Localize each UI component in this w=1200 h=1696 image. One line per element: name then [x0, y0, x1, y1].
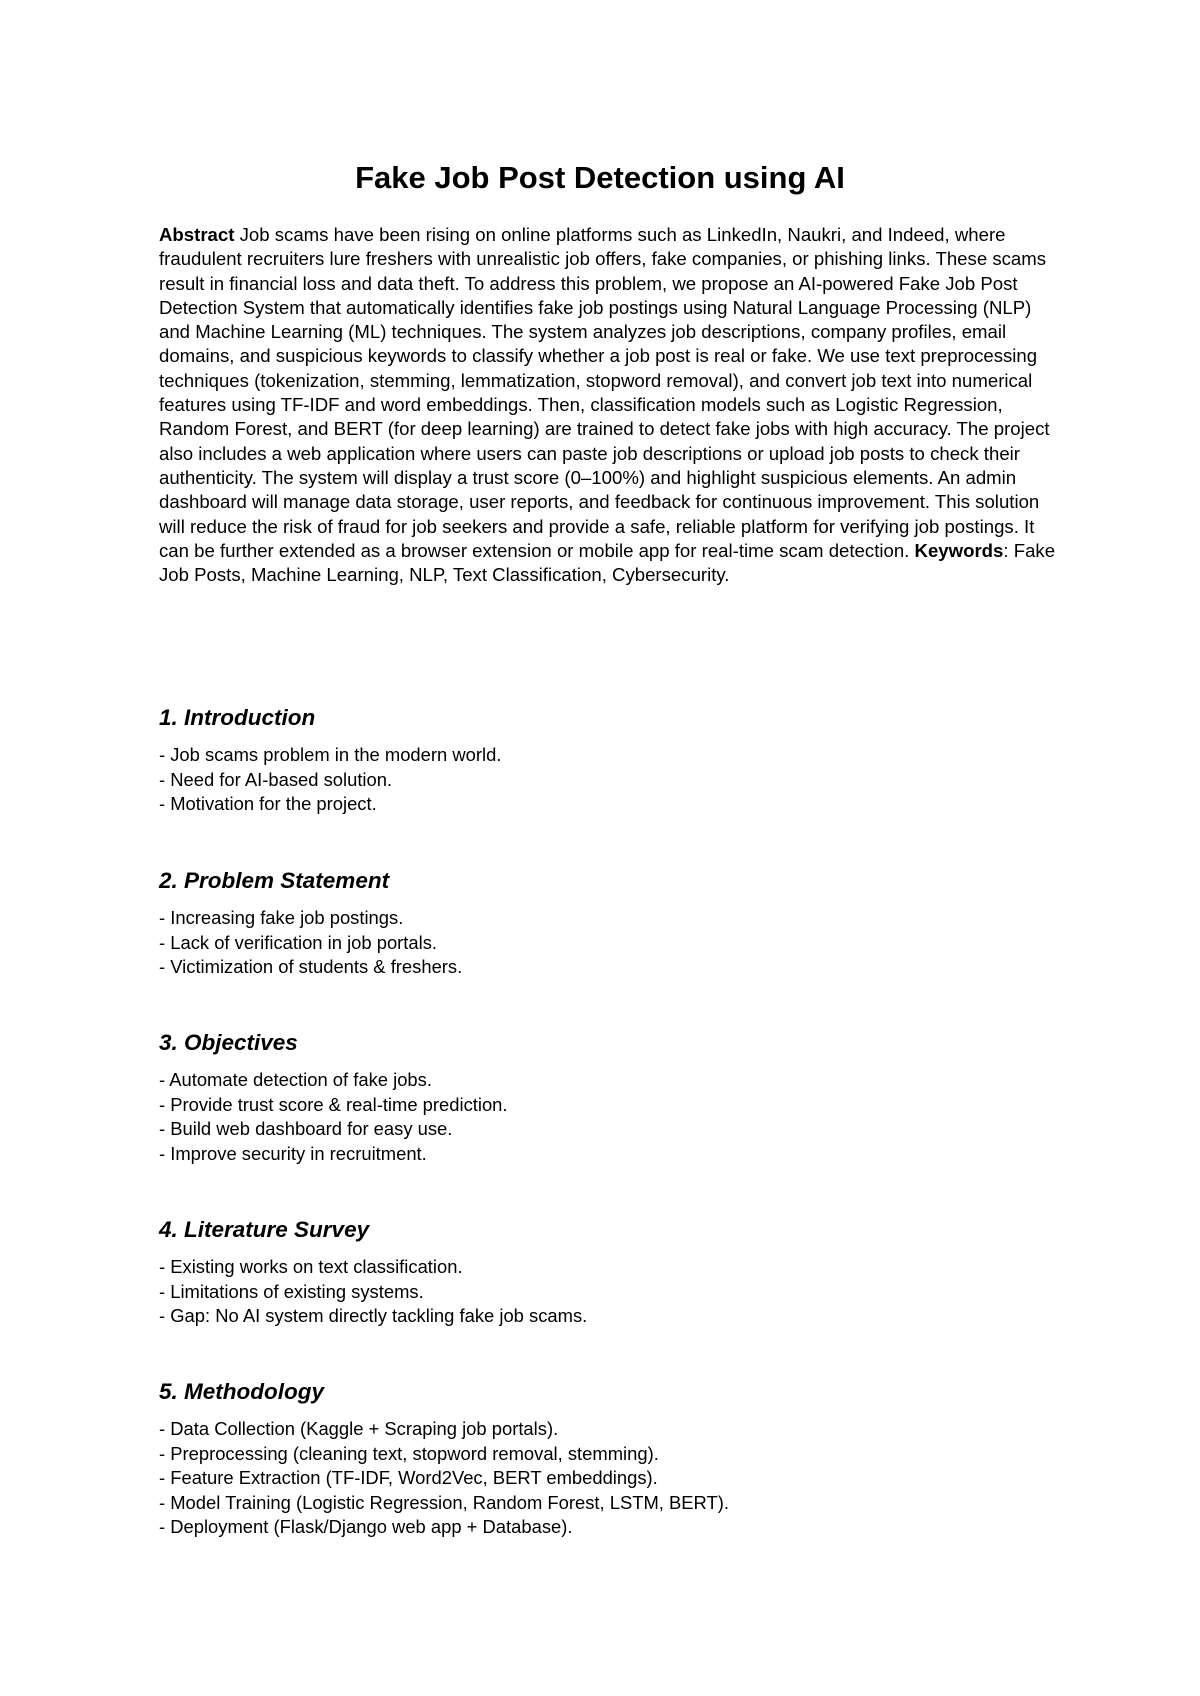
list-item: - Need for AI-based solution. [159, 768, 393, 790]
section-methodology [159, 1377, 1059, 1540]
section-heading: 5. Methodology [159, 1379, 324, 1404]
list-item: - Increasing fake job postings. [159, 907, 404, 928]
list-item: - Gap: No AI system directly tackling fake job scams. [159, 1305, 588, 1326]
list-item: - Lack of verification in job portals. [159, 931, 438, 953]
list-item: - Motivation for the project. [159, 793, 377, 814]
list-item: - Victimization of students & freshers. [159, 956, 463, 977]
list-item: - Automate detection of fake jobs. [159, 1069, 432, 1090]
document-title: Fake Job Post Detection using AI [355, 160, 845, 195]
list-item: - Data Collection (Kaggle + Scraping job portals). [159, 1418, 559, 1439]
list-item: - Provide trust score & real-time prediction. [159, 1093, 508, 1115]
list-item: - Deployment (Flask/Django web app + Database). [159, 1516, 573, 1537]
keywords-label: Keywords [914, 539, 1004, 561]
bullet-list [159, 743, 1059, 817]
list-item: - Improve security in recruitment. [159, 1142, 427, 1164]
section-objectives [159, 1028, 1059, 1166]
list-item: - Existing works on text classification. [159, 1256, 463, 1277]
section-problem-statement [159, 866, 1059, 980]
section-introduction [159, 703, 1059, 817]
list-item: - Preprocessing (cleaning text, stopword removal, stemming). [159, 1442, 659, 1464]
list-item: - Limitations of existing systems. [159, 1280, 424, 1302]
section-heading: 2. Problem Statement [159, 868, 390, 893]
section-literature-survey [159, 1215, 1059, 1329]
abstract-text: Job scams have been rising on online platforms such as LinkedIn, Naukri, and Indeed, where fraudulent recruiters lure freshers with unrealistic job offers, fake companies, or phishing links. These scams result in financial loss and data theft. To address this problem, we propose an AI-powered Fake Job Post Detection System that automatically identifies fake job postings using Natural Language Processing (NLP) and Machine Learning (ML) techniques. The system analyzes job descriptions, company profiles, email domains, and suspicious keywords to classify whether a job post is real or fake. We use text preprocessing techniques (tokenization, stemming, lemmatization, stopword removal), and convert job text into numerical features using TF-IDF and word embeddings. Then, classification models such as Logistic Regression, Random Forest, and BERT (for deep learning) are trained to detect fake jobs with high accuracy. The project also includes a web application where users can paste job descriptions or upload job posts to check their authenticity. The system will display a trust score (0–100%) and highlight suspicious elements. An admin dashboard will manage data storage, user reports, and feedback for continuous improvement. This solution will reduce the risk of fraud for job seekers and provide a safe, reliable platform for verifying job postings. It can be further extended as a browser extension or mobile app for real-time scam detection. [159, 224, 1050, 561]
bullet-list [159, 906, 1059, 980]
abstract-label: Abstract [159, 224, 235, 245]
list-item: - Feature Extraction (TF-IDF, Word2Vec, BERT embeddings). [159, 1467, 658, 1488]
bullet-list [159, 1417, 1059, 1540]
bullet-list [159, 1068, 1059, 1166]
list-item: - Job scams problem in the modern world. [159, 744, 502, 765]
abstract-paragraph [159, 223, 1064, 587]
section-heading: 1. Introduction [159, 705, 316, 730]
section-heading: 3. Objectives [159, 1030, 298, 1055]
bullet-list [159, 1255, 1059, 1329]
keywords-text: : Fake Job Posts, Machine Learning, NLP, Text Classification, Cybersecurity. [159, 539, 1056, 586]
section-heading: 4. Literature Survey [159, 1217, 370, 1242]
list-item: - Build web dashboard for easy use. [159, 1118, 453, 1139]
list-item: - Model Training (Logistic Regression, Random Forest, LSTM, BERT). [159, 1491, 729, 1513]
